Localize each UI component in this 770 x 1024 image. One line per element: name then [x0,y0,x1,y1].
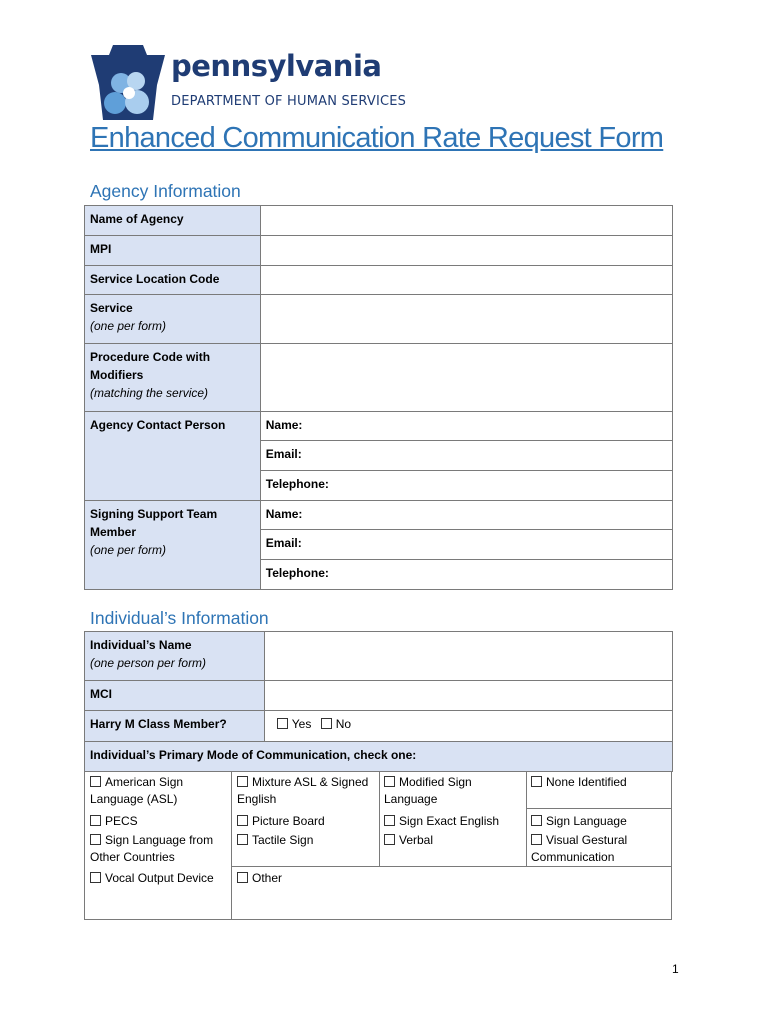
mode-checkbox[interactable] [90,834,101,845]
service-note: (one per form) [90,319,167,333]
individual-section-heading: Individual’s Information [90,608,269,628]
mode-label: Sign Exact English [399,814,500,828]
mode-option[interactable] [384,813,524,830]
yes-label: Yes [291,717,312,731]
mpi-field[interactable] [260,236,672,266]
procedure-code-note: (matching the service) [90,386,209,400]
signing-email-field[interactable]: Email: [260,530,672,560]
mode-checkbox[interactable] [531,815,542,826]
name-of-agency-field[interactable] [260,206,672,236]
agency-section-heading: Agency Information [90,181,241,201]
mode-checkbox[interactable] [237,815,248,826]
mode-checkbox[interactable] [90,815,101,826]
service-location-code-field[interactable] [260,266,672,295]
mode-option[interactable] [531,774,669,791]
mode-option[interactable] [90,813,230,830]
mode-option[interactable] [237,870,377,887]
procedure-code-label-cell [85,344,261,412]
contact-email-field[interactable]: Email: [260,441,672,471]
mode-option[interactable] [90,870,230,887]
table-row [85,295,673,344]
service-label: Service [90,301,133,315]
individual-name-field[interactable] [264,632,672,681]
mode-checkbox[interactable] [384,834,395,845]
form-title: Enhanced Communication Rate Request Form [90,122,664,154]
name-of-agency-label: Name of Agency [85,206,261,236]
mode-label: Vocal Output Device [105,871,214,885]
mode-option[interactable] [237,832,377,849]
individual-info-table [84,631,673,772]
mode-label: Tactile Sign [252,833,314,847]
contact-name-field[interactable]: Name: [260,412,672,441]
mode-label: Picture Board [252,814,325,828]
divider [231,866,672,867]
logo-state-name: pennsylvania [171,49,382,83]
no-checkbox[interactable] [321,718,332,729]
divider [231,771,232,919]
contact-telephone-field[interactable]: Telephone: [260,471,672,501]
mode-option[interactable] [237,774,377,808]
divider [379,771,380,866]
service-location-code-label: Service Location Code [85,266,261,295]
agency-info-table [84,205,673,590]
mode-option[interactable] [90,774,230,808]
procedure-code-label: Procedure Code with Modifiers [90,350,211,382]
table-row [85,266,673,295]
dhs-logo [91,45,436,120]
yes-checkbox[interactable] [277,718,288,729]
mode-option[interactable] [90,832,230,866]
signing-support-note: (one per form) [90,543,167,557]
mode-label: Visual Gestural Communication [531,833,628,864]
signing-support-label-cell [85,501,261,590]
signing-support-label: Signing Support Team Member [90,507,218,539]
mode-checkbox[interactable] [237,834,248,845]
table-row [85,412,673,441]
mode-label: Sign Language from Other Countries [90,833,214,864]
mode-label: Sign Language [546,814,627,828]
procedure-code-field[interactable] [260,344,672,412]
table-row [85,501,673,530]
mci-label: MCI [85,681,265,711]
mode-label: PECS [105,814,138,828]
table-row [85,206,673,236]
table-row [85,632,673,681]
mode-checkbox[interactable] [90,776,101,787]
table-row [85,742,673,772]
logo-department-name: DEPARTMENT OF HUMAN SERVICES [171,94,407,109]
mode-checkbox[interactable] [237,776,248,787]
mode-checkbox[interactable] [531,776,542,787]
mode-label: Other [252,871,283,885]
mode-label: Modified Sign Language [384,775,472,806]
mode-heading: Individual’s Primary Mode of Communication, check one: [85,742,673,772]
divider [526,771,527,866]
mode-label: Mixture ASL & Signed English [237,775,369,806]
harry-m-options [264,711,672,742]
mode-label: Verbal [399,833,434,847]
keystone-logo-icon [91,45,169,120]
service-label-cell [85,295,261,344]
table-row [85,344,673,412]
mode-checkbox[interactable] [384,815,395,826]
mode-option[interactable] [237,813,377,830]
mode-checkbox[interactable] [384,776,395,787]
signing-telephone-field[interactable]: Telephone: [260,560,672,590]
individual-name-label-cell [85,632,265,681]
mode-checkbox[interactable] [531,834,542,845]
mode-option[interactable] [384,774,524,808]
table-row [85,711,673,742]
mci-field[interactable] [264,681,672,711]
service-field[interactable] [260,295,672,344]
divider [526,808,672,809]
mode-option[interactable] [531,813,669,830]
mode-label: American Sign Language (ASL) [90,775,184,806]
mode-checkbox[interactable] [90,872,101,883]
mode-checkbox[interactable] [237,872,248,883]
page-number: 1 [672,962,679,976]
no-label: No [335,717,352,731]
table-row [85,236,673,266]
mode-label: None Identified [546,775,627,789]
agency-contact-label: Agency Contact Person [85,412,261,501]
harry-m-label: Harry M Class Member? [85,711,265,742]
individual-name-note: (one person per form) [90,656,207,670]
mode-option[interactable] [384,832,524,849]
individual-name-label: Individual’s Name [90,638,192,652]
table-row [85,681,673,711]
signing-name-field[interactable]: Name: [260,501,672,530]
mode-option[interactable] [531,832,669,866]
mpi-label: MPI [85,236,261,266]
